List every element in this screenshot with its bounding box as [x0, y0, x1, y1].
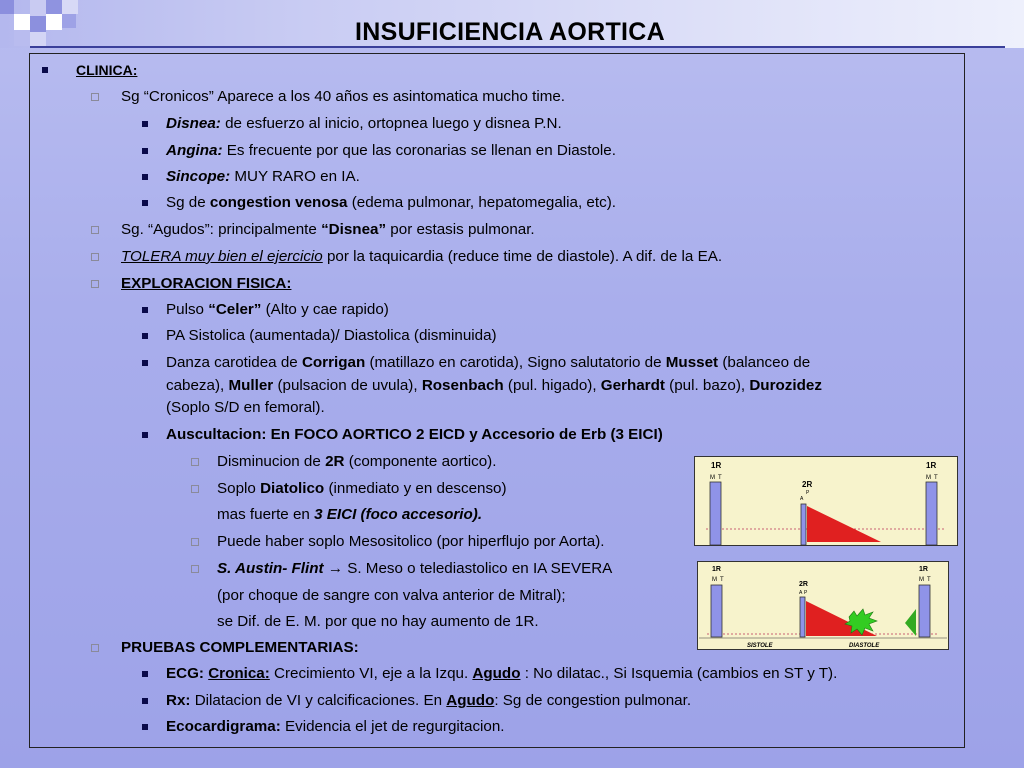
deco-square	[30, 16, 46, 32]
deco-square	[62, 0, 78, 14]
square-bullet-icon	[142, 148, 148, 154]
text-segment: 2R	[325, 453, 345, 470]
square-bullet-icon	[142, 671, 148, 677]
bullet-continuation	[217, 611, 539, 633]
text-segment: cabeza),	[166, 377, 229, 394]
text-segment: (pul. bazo),	[664, 377, 750, 394]
text-segment: por estasis pulmonar.	[386, 221, 535, 238]
square-bullet-icon	[142, 360, 148, 366]
text-segment: Rosenbach	[421, 377, 504, 394]
text-segment: Diatolico	[260, 480, 325, 497]
bullet-item	[217, 478, 507, 500]
bullet-text	[166, 399, 325, 416]
label-1r: 1R	[711, 461, 722, 470]
text-segment: CLINICA:	[76, 62, 138, 78]
label-2r: 2R	[799, 581, 808, 588]
text-segment: congestion venosa	[209, 194, 348, 211]
bullet-text	[166, 426, 663, 443]
text-segment: MUY RARO en IA.	[230, 168, 360, 185]
bullet-text	[121, 275, 291, 292]
bullet-item	[166, 140, 616, 162]
deco-square	[46, 14, 62, 30]
label-m: M	[926, 475, 931, 481]
bullet-text	[166, 665, 837, 682]
text-segment: : Sg de congestion pulmonar.	[494, 692, 692, 709]
text-segment: Disminucion de	[217, 453, 326, 470]
bullet-item	[217, 531, 605, 553]
square-bullet-icon	[142, 174, 148, 180]
bullet-text	[217, 533, 605, 550]
bullet-item	[166, 424, 663, 446]
label-t: T	[720, 577, 724, 583]
label-p: P	[804, 590, 808, 596]
bullet-text	[166, 168, 360, 185]
bullet-item	[166, 663, 837, 685]
label-sistole: SISTOLE	[747, 643, 773, 649]
text-segment: Es frecuente por que las coronarias se llenan en Diastole.	[222, 142, 616, 159]
deco-square	[14, 30, 30, 46]
text-segment: : No dilatac., Si Isquemia (cambios en ST y T).	[520, 665, 838, 682]
label-m: M	[712, 577, 717, 583]
bullet-text	[166, 718, 505, 735]
text-segment: EXPLORACION FISICA:	[121, 275, 292, 292]
text-segment: ECG:	[166, 665, 209, 682]
page-title: INSUFICIENCIA AORTICA	[355, 18, 665, 46]
label-t: T	[927, 577, 931, 583]
deco-square	[46, 0, 62, 14]
bullet-item	[166, 352, 810, 374]
text-segment: Soplo	[217, 480, 261, 497]
bullet-text	[166, 692, 691, 709]
text-segment: de esfuerzo al inicio, ortopnea luego y disnea P.N.	[220, 115, 562, 132]
bullet-item	[166, 299, 389, 321]
deco-square	[0, 0, 14, 14]
text-segment: Durozidez	[749, 377, 822, 394]
bullet-item	[121, 219, 535, 241]
text-segment: Corrigan	[301, 354, 366, 371]
text-segment: (pulsacion de uvula),	[273, 377, 422, 394]
bullet-text	[217, 587, 566, 604]
label-p: P	[806, 490, 810, 496]
label-m: M	[710, 475, 715, 481]
bullet-item	[217, 451, 496, 473]
text-segment: Rx:	[166, 692, 191, 709]
phonocardiogram-diagram-2	[697, 561, 949, 650]
s2-bar	[800, 597, 805, 637]
square-bullet-icon	[142, 307, 148, 313]
square-bullet-icon	[142, 724, 148, 730]
deco-square	[14, 14, 30, 30]
label-1r: 1R	[926, 461, 937, 470]
text-segment: Puede haber soplo Mesositolico (por hiperflujo por Aorta).	[217, 533, 605, 550]
s1-bar	[710, 482, 721, 545]
text-segment: Gerhardt	[600, 377, 665, 394]
bullet-text	[76, 62, 137, 78]
hollow-square-bullet-icon	[191, 485, 199, 493]
text-segment: Danza carotidea de	[166, 354, 302, 371]
bullet-text	[121, 248, 722, 265]
text-segment: (balanceo de	[718, 354, 811, 371]
label-m: M	[919, 577, 924, 583]
bullet-text	[121, 639, 359, 656]
text-segment: 3 EICI (foco accesorio).	[314, 506, 483, 523]
text-segment: se Dif. de E. M. por que no hay aumento de 1R.	[217, 613, 539, 630]
bullet-text	[166, 377, 822, 394]
square-bullet-icon	[142, 121, 148, 127]
square-bullet-icon	[42, 67, 48, 73]
deco-square	[62, 14, 76, 28]
bullet-text	[217, 480, 507, 497]
text-segment: (matillazo en carotida), Signo salutatorio de	[365, 354, 666, 371]
hollow-square-bullet-icon	[91, 93, 99, 101]
title-underline	[30, 46, 1005, 48]
square-bullet-icon	[142, 432, 148, 438]
bullet-item	[166, 716, 505, 738]
text-segment: Sincope:	[166, 168, 231, 185]
bullet-item	[121, 246, 722, 268]
bullet-item	[121, 86, 565, 108]
text-segment: por la taquicardia (reduce time de diastole). A dif. de la EA.	[322, 248, 723, 265]
text-segment: S. Austin- Flint	[217, 560, 324, 577]
text-segment: Dilatacion de VI y calcificaciones. En	[190, 692, 447, 709]
text-segment: (inmediato y en descenso)	[324, 480, 507, 497]
hollow-square-bullet-icon	[191, 458, 199, 466]
label-t: T	[718, 475, 722, 481]
s1-bar	[919, 585, 930, 637]
hollow-square-bullet-icon	[91, 644, 99, 652]
bullet-item	[76, 59, 137, 82]
bullet-item	[217, 558, 612, 580]
text-segment: Disnea:	[166, 115, 221, 132]
s1-bar	[711, 585, 722, 637]
bullet-text	[217, 613, 539, 630]
text-segment: Evidencia el jet de regurgitacion.	[280, 718, 505, 735]
bullet-item	[166, 113, 562, 135]
text-segment: Musset	[665, 354, 719, 371]
square-bullet-icon	[142, 333, 148, 339]
text-segment: mas fuerte en	[217, 506, 315, 523]
text-segment: Sg “Cronicos” Aparece a los 40 años es asintomatica mucho time.	[121, 88, 566, 105]
bullet-item	[166, 192, 616, 214]
s1-bar	[926, 482, 937, 545]
label-2r: 2R	[802, 480, 813, 489]
bullet-text	[121, 88, 565, 105]
bullet-continuation	[217, 585, 566, 607]
text-segment: (edema pulmonar, hepatomegalia, etc).	[347, 194, 616, 211]
text-segment: Angina:	[166, 142, 223, 159]
bullet-text	[121, 221, 535, 238]
s2-bar	[801, 504, 806, 545]
bullet-text	[166, 301, 389, 318]
text-segment: Crecimiento VI, eje a la Izqu.	[269, 665, 473, 682]
hollow-square-bullet-icon	[191, 538, 199, 546]
hollow-square-bullet-icon	[91, 253, 99, 261]
hollow-square-bullet-icon	[91, 226, 99, 234]
text-segment: PRUEBAS COMPLEMENTARIAS:	[121, 639, 359, 656]
text-segment: (Soplo S/D en femoral).	[166, 399, 325, 416]
text-segment: Muller	[228, 377, 274, 394]
phonocardiogram-diagram-1	[694, 456, 958, 546]
deco-square	[30, 0, 46, 16]
bullet-text	[217, 560, 612, 577]
label-1r: 1R	[712, 566, 721, 573]
text-segment: Cronica:	[208, 665, 270, 682]
text-segment: (por choque de sangre con valva anterior de Mitral);	[217, 587, 566, 604]
bullet-item	[121, 637, 359, 659]
deco-square	[30, 32, 46, 46]
square-bullet-icon	[142, 698, 148, 704]
bullet-text	[217, 453, 496, 470]
text-segment: TOLERA muy bien el ejercicio	[121, 248, 323, 265]
text-segment: Ecocardigrama:	[166, 718, 281, 735]
text-segment: “Celer”	[208, 301, 262, 318]
hollow-square-bullet-icon	[191, 565, 199, 573]
label-1r: 1R	[919, 566, 928, 573]
text-segment: “Disnea”	[321, 221, 387, 238]
label-t: T	[934, 475, 938, 481]
bullet-item	[166, 166, 360, 188]
diagram-frame	[698, 562, 949, 650]
text-segment: Pulso	[166, 301, 209, 318]
bullet-continuation	[166, 397, 325, 419]
text-segment: (componente aortico).	[344, 453, 497, 470]
text-segment: (pul. higado),	[503, 377, 601, 394]
text-segment: PA Sistolica (aumentada)/ Diastolica (disminuida)	[166, 327, 497, 344]
bullet-item	[166, 690, 691, 712]
text-segment: Agudo	[472, 665, 521, 682]
label-diastole: DIASTOLE	[849, 643, 880, 649]
bullet-text	[166, 115, 562, 132]
text-segment: (Alto y cae rapido)	[261, 301, 389, 318]
bullet-text	[166, 354, 810, 371]
text-segment: Agudo	[446, 692, 495, 709]
text-segment: Auscultacion: En FOCO AORTICO 2 EICD y Accesorio de Erb (3 EICI)	[166, 426, 663, 443]
text-segment: Sg. “Agudos”: principalmente	[121, 221, 322, 238]
text-segment: → S. Meso o telediastolico en IA SEVERA	[323, 560, 613, 577]
bullet-text	[217, 506, 482, 523]
bullet-text	[166, 194, 616, 211]
bullet-continuation	[217, 504, 482, 526]
text-segment: Sg de	[166, 194, 210, 211]
bullet-continuation	[166, 375, 822, 397]
label-a: A	[799, 590, 803, 596]
bullet-text	[166, 142, 616, 159]
hollow-square-bullet-icon	[91, 280, 99, 288]
bullet-text	[166, 327, 497, 344]
square-bullet-icon	[142, 200, 148, 206]
label-a: A	[800, 496, 804, 502]
bullet-item	[166, 325, 497, 347]
bullet-item	[121, 273, 291, 295]
